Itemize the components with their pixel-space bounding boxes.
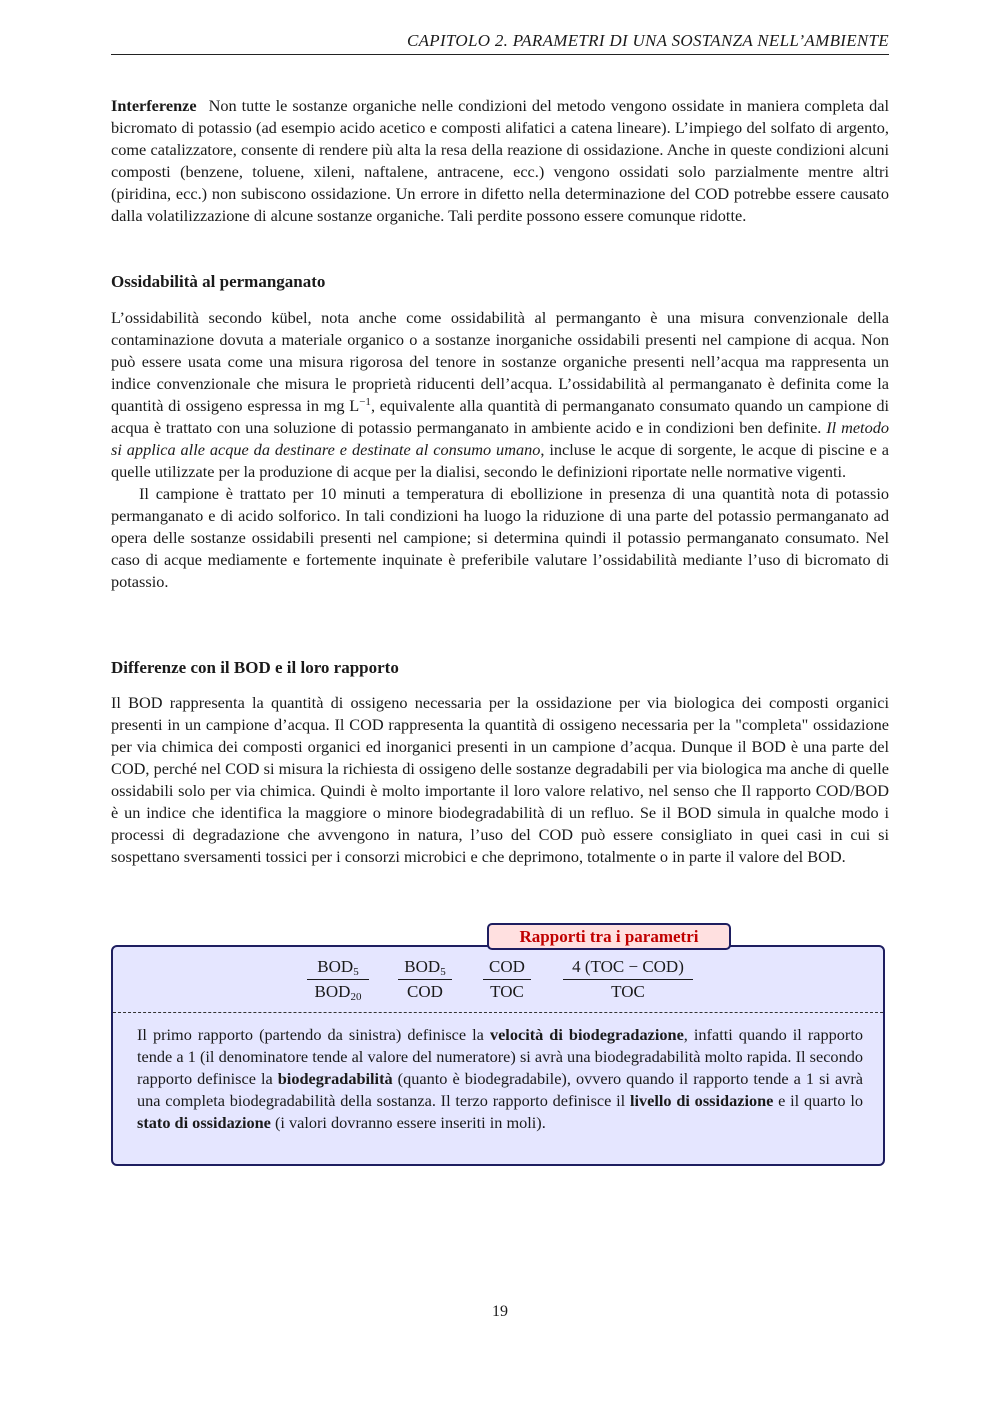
box-text-a: Il primo rapporto (partendo da sinistra) definisce la (137, 1025, 490, 1044)
header-rule (111, 54, 889, 55)
fraction-numerator: BOD (404, 957, 441, 976)
interferenze-text: Non tutte le sostanze organiche nelle condizioni del metodo vengono ossidate in maniera completa dal bicromato di potassio (ad esempio acido acetico e composti alifatici a catena lineare). L’impiego del solfato di argento, come catalizzatore, consente di rendere più alta la resa della reazione di ossidazione. Anche in queste condizioni alcuni composti (benzene, toluene, xileni, naftalene, antracene, ecc.) vengono ossidati solo parzialmente mentre altri (piridina, ecc.) non subiscono ossidazione. Un errore in difetto nella determinazione del COD potrebbe essere causato dalla volatilizzazione di alcune sostanze organiche. Tali perdite possono essere comunque ridotte. (111, 96, 889, 225)
ossidabilita-text-c: , incluse le acque di sorgente, le acque di piscine e a quelle utilizzate per la produzione di acque per la dialisi, secondo le definizioni riportate nelle normative vigenti. (111, 440, 889, 481)
interferenze-runin: Interferenze (111, 96, 197, 115)
fraction-numerator: BOD (317, 957, 354, 976)
fraction-bod5-bod20 (307, 955, 369, 1004)
box-bold-biodegradabilita: biodegradabilità (277, 1069, 393, 1088)
fraction-numerator-subscript: 5 (353, 966, 359, 978)
ossidabilita-body (111, 307, 889, 593)
box-text-b: , infatti quando il rapporto tende a 1 (il denominatore tende al valore del numeratore) si avrà una biodegradabilità molto rapida. Il secondo rapporto definisce la (137, 1025, 863, 1088)
fraction-denominator: COD (407, 982, 443, 1001)
fraction-numerator-subscript: 5 (440, 966, 446, 978)
fraction-denominator: BOD (314, 982, 351, 1001)
ratios-box-title: Rapporti tra i parametri (487, 923, 731, 950)
fraction-toc-cod-toc (563, 955, 693, 1004)
section-title-ossidabilita: Ossidabilità al permanganato (111, 272, 326, 291)
ossidabilita-paragraph-2: Il campione è trattato per 10 minuti a temperatura di ebollizione in presenza di una quantità nota di potassio permanganato e di acido solforico. In tali condizioni ha luogo la riduzione di una parte del potassio permanganato ad opera delle sostanze ossidabili presenti nel campione; si determina quindi il potassio permanganato consumato. Nel caso di acque mediamente e fortemente inquinate è preferibile valutare l’ossidabilità mediante l’uso di bicromato di potassio. (111, 484, 889, 591)
box-bold-livello: livello di ossidazione (629, 1091, 774, 1110)
ossidabilita-text-b: , equivalente alla quantità di permanganato consumato quando un campione di acqua è trattato con una soluzione di potassio permanganato in ambiente acido e in condizioni ben definite. (111, 396, 889, 437)
box-text-d: e il quarto lo (773, 1091, 863, 1110)
running-head: CAPITOLO 2. PARAMETRI DI UNA SOSTANZA NELL’AMBIENTE (406, 31, 889, 50)
section-title-differenze: Differenze con il BOD e il loro rapporto (111, 658, 399, 677)
unit-exponent: −1 (359, 396, 371, 408)
box-bold-velocita: velocità di biodegradazione (489, 1025, 684, 1044)
ossidabilita-paragraph-1 (111, 307, 889, 483)
box-bold-stato: stato di ossidazione (137, 1113, 271, 1132)
interferenze-paragraph (111, 95, 889, 227)
box-text-c: (quanto è biodegradabile), ovvero quando il rapporto tende a 1 si avrà una completa biodegradabilità della sostanza. Il terzo rapporto definisce il (137, 1069, 863, 1110)
fraction-numerator: 4 (TOC − COD) (572, 957, 684, 976)
ratios-box-text (137, 1024, 863, 1134)
fraction-cod-toc (483, 955, 531, 1004)
box-text-e: (i valori dovranno essere inseriti in moli). (270, 1113, 546, 1132)
fraction-denominator-subscript: 20 (350, 991, 362, 1003)
ossidabilita-italic: Il metodo si applica alle acque da destinare e destinate al consumo umano (111, 418, 889, 459)
differenze-paragraph: Il BOD rappresenta la quantità di ossigeno necessaria per la ossidazione per via biologica dei composti organici presenti in un campione d’acqua. Il COD rappresenta la quantità di ossigeno necessaria per la "completa" ossidazione per via chimica dei composti organici ed inorganici presenti in un campione d’acqua. Dunque il BOD è una parte del COD, perché nel COD si misura la richiesta di ossigeno delle sostanze degradabili per via biologica ma anche di quelle ossidabili solo per via chimica. Quindi è molto importante il loro valore relativo, nel senso che Il rapporto COD/BOD è un indice che identifica la maggiore o minore biodegradabilità di un refluo. Se il BOD simula in qualche modo i processi di degradazione che avvengono in natura, l’uso del COD può essere consigliato in quei casi in cui si sospettano sversamenti tossici per i consorzi microbici e che deprimono, totalmente o in parte il valore del BOD. (111, 693, 889, 866)
ossidabilita-text-a: L’ossidabilità secondo kübel, nota anche come ossidabilità al permanganto è una misura convenzionale della contaminazione dovuta a materiale organico o a sostanze inorganiche ossidabili presenti nel campione di acqua. Non può essere usata come una misura rigorosa del tenore in sostanze organiche presenti nell’acqua ma rappresenta un indice convenzionale che misura le proprietà riducenti dell’acqua. L’ossidabilità al permanganato è definita come la quantità di ossigeno espressa in mg L (111, 308, 889, 415)
differenze-body (111, 692, 889, 868)
fraction-bod5-cod (398, 955, 452, 1004)
page-number: 19 (492, 1303, 508, 1320)
fraction-denominator: TOC (611, 982, 645, 1001)
fraction-numerator: COD (489, 957, 525, 976)
ratios-fractions (111, 955, 885, 1005)
fraction-denominator: TOC (490, 982, 524, 1001)
box-dashed-divider (113, 1012, 883, 1013)
